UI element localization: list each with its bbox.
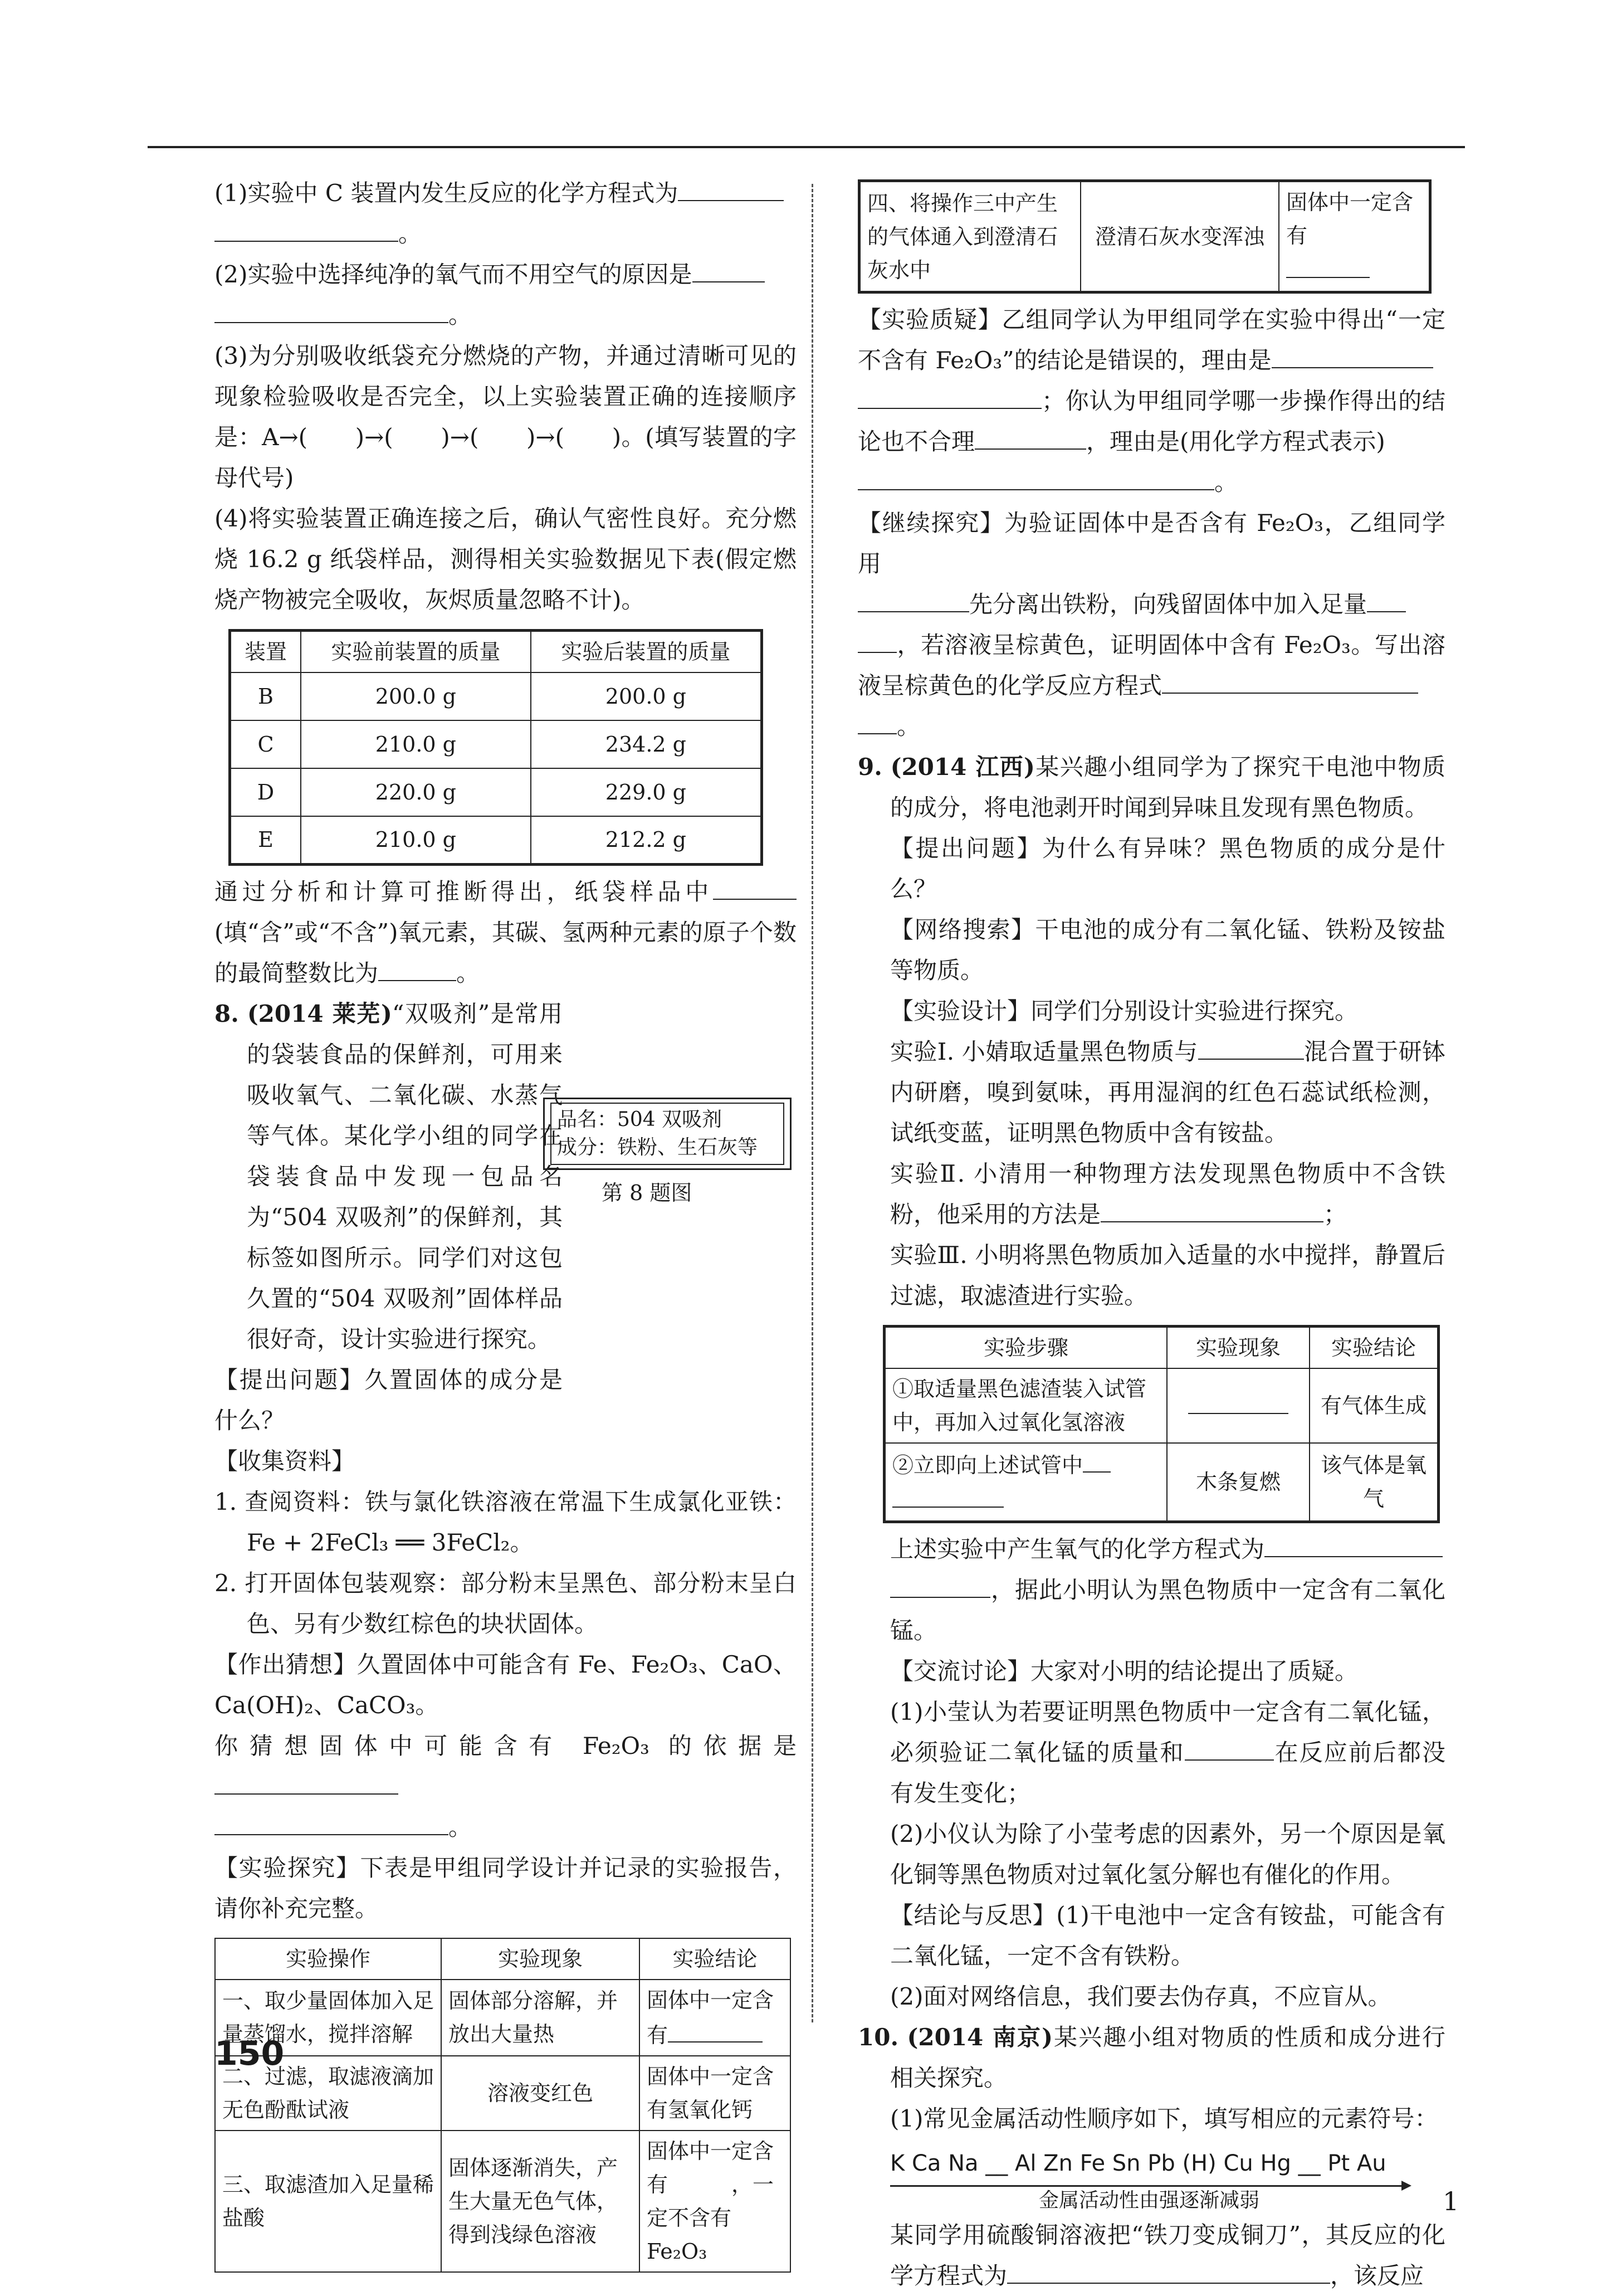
answer-blank[interactable] <box>378 956 456 981</box>
table-cell <box>639 1980 790 2056</box>
question-source: (2014 江西) <box>890 753 1035 781</box>
question-7-part3: (3)为分别吸收纸袋充分燃烧的产物，并通过清晰可见的现象检验吸收是否完全，以上实验装置正确的连接顺序是：A→( )→( )→( )→( )。(填写装置的字母代号) <box>214 342 797 491</box>
product-label-inner <box>550 1103 784 1165</box>
table-cell: 210.0 g <box>301 720 531 768</box>
answer-blank[interactable] <box>1264 1532 1443 1557</box>
cell-text: 固体中一定含有 <box>647 1987 774 2048</box>
answer-blank[interactable] <box>1272 343 1433 368</box>
experiment-text: 混合置于研钵内研磨，嗅到氨味，再用湿润的红色石蕊试纸检测，试纸变蓝，证明黑色物质中含有铵盐。 <box>890 1038 1445 1147</box>
answer-blank[interactable] <box>858 587 969 612</box>
table-cell: 三、取滤渣加入足量稀盐酸 <box>215 2131 441 2272</box>
table-header-row <box>215 1938 790 1980</box>
table-header-cell: 实验结论 <box>639 1938 790 1980</box>
table-row <box>230 768 762 816</box>
q7-part1-text: (1)实验中 C 装置内发生反应的化学方程式为 <box>214 179 678 207</box>
answer-blank[interactable] <box>858 709 897 734</box>
guess-question: 你猜想固体中可能含有 Fe₂O₃ 的依据是 。 <box>214 1732 797 1841</box>
discuss-1 <box>858 1691 1445 1814</box>
q10-part1: (1)常见金属活动性顺序如下，填写相应的元素符号： <box>890 2105 1438 2132</box>
table-row <box>230 720 762 768</box>
continue-text: ，若溶液呈棕黄色，证明固体中含有 Fe₂O₃。写出溶液呈棕黄色的化学反应方程式 <box>858 631 1445 699</box>
metal-activity-series <box>858 2143 1445 2215</box>
table-row <box>230 672 762 720</box>
q10-intro-text: 某兴趣小组对物质的性质和成分进行相关探究。 <box>890 2024 1445 2092</box>
question-7-part4: (4)将实验装置正确连接之后，确认气密性良好。充分燃烧 16.2 g 纸袋样品，测得相关实验数据见下表(假定燃烧产物被完全吸收，灰烬质量忽略不计)。 <box>214 505 797 613</box>
activity-caption: 金属活动性由强逐渐减弱 <box>1038 2189 1259 2212</box>
table-cell: 229.0 g <box>531 768 762 816</box>
discuss-2: (2)小仪认为除了小莹考虑的因素外，另一个原因是氧化铜等黑色物质对过氧化氢分解也有催化的作用。 <box>890 1820 1445 1888</box>
table-cell: 220.0 g <box>301 768 531 816</box>
answer-blank[interactable] <box>1162 668 1418 694</box>
left-column <box>214 173 797 2278</box>
product-label-figure <box>543 1098 792 1170</box>
guess-question-text: 你猜想固体中可能含有 Fe₂O₃ 的依据是 <box>214 1732 797 1759</box>
table-cell: 澄清石灰水变浑浊 <box>1081 181 1279 293</box>
explore: 【实验探究】下表是甲组同学设计并记录的实验报告，请你补充完整。 <box>214 1854 797 1922</box>
table-cell: D <box>230 768 301 816</box>
answer-blank[interactable] <box>668 2017 763 2042</box>
table-cell: 固体部分溶解，并放出大量热 <box>441 1980 639 2056</box>
column-divider <box>812 184 813 2022</box>
oxygen-equation <box>858 1529 1445 1651</box>
conclusion-2: (2)面对网络信息，我们要去伪存真，不应盲从。 <box>890 1983 1391 2010</box>
experiment-2: 实验Ⅱ. 小清用一种物理方法发现黑色物质中不含铁粉，他采用的方法是 ； <box>890 1160 1445 1228</box>
answer-blank[interactable] <box>892 1482 1004 1508</box>
equation-text: 上述实验中产生氧气的化学方程式为 <box>890 1535 1265 1563</box>
question-source: (2014 南京) <box>907 2024 1053 2051</box>
table-header-cell: 实验操作 <box>215 1938 441 1980</box>
question-number: 10. <box>858 2024 899 2051</box>
table-cell: 210.0 g <box>301 816 531 864</box>
answer-blank[interactable] <box>1007 2258 1330 2284</box>
label-line: 品名：504 双吸剂 <box>557 1108 722 1131</box>
answer-blank[interactable] <box>1083 1447 1111 1473</box>
right-column <box>858 179 1445 2296</box>
table-cell: 该气体是氧气 <box>1310 1443 1439 1522</box>
conclusion-text: (填“含”或“不含”)氧元素，其碳、氢两种元素的原子个数的最简整数比为 <box>214 918 797 987</box>
q9-design: 【实验设计】同学们分别设计实验进行探究。 <box>890 997 1359 1025</box>
table-cell: 有气体生成 <box>1310 1368 1439 1443</box>
table-cell: ①取适量黑色滤渣装入试管中，再加入过氧化氢溶液 <box>885 1368 1168 1443</box>
question-7-part1: (1)实验中 C 装置内发生反应的化学方程式为 。 <box>214 173 797 254</box>
table-cell: 212.2 g <box>531 816 762 864</box>
answer-blank[interactable] <box>975 424 1086 450</box>
answer-blank[interactable] <box>678 176 784 201</box>
q9-net: 【网络搜索】干电池的成分有二氧化锰、铁粉及铵盐等物质。 <box>890 916 1445 984</box>
answer-blank[interactable] <box>214 1769 398 1795</box>
table-header-cell: 实验后装置的质量 <box>531 631 762 673</box>
mass-data-table <box>228 629 763 866</box>
table-cell: 一、取少量固体加入足量蒸馏水，搅拌溶解 <box>215 1980 441 2056</box>
cell-text: ②立即向上述试管中 <box>892 1453 1083 1478</box>
answer-blank[interactable] <box>1198 1034 1304 1060</box>
table-row <box>215 2131 790 2272</box>
question-10-intro <box>858 2017 1445 2098</box>
doubt-text: ；你认为甲组同学哪一步操作得出的结论也不合理 <box>858 387 1445 455</box>
figure-caption: 第 8 题图 <box>602 1181 692 1205</box>
table-header-cell: 实验现象 <box>441 1938 639 1980</box>
table-header-cell: 实验结论 <box>1310 1327 1439 1369</box>
table-cell: 200.0 g <box>531 672 762 720</box>
conclusion-text: 通过分析和计算可推断得出，纸袋样品中 <box>214 878 713 905</box>
table-cell: 四、将操作三中产生的气体通入到澄清石灰水中 <box>859 181 1081 293</box>
answer-blank[interactable] <box>1367 587 1406 612</box>
table-cell: 固体中一定含有 ，一定不含有 Fe₂O₃ <box>639 2131 790 2272</box>
cell-text: 固体中一定含有 <box>1286 190 1414 248</box>
table-cell: E <box>230 816 301 864</box>
table-cell: 200.0 g <box>301 672 531 720</box>
conclusion-1: 【结论与反思】(1)干电池中一定含有铵盐，可能含有二氧化锰，一定不含有铁粉。 <box>890 1902 1445 1970</box>
table-header-cell: 装置 <box>230 631 301 673</box>
corner-page-number: 1 <box>1443 2186 1459 2216</box>
metal-series-text: K Ca Na __ Al Zn Fe Sn Pb (H) Cu Hg __ Pt Au <box>890 2151 1386 2176</box>
table-row <box>885 1443 1439 1522</box>
continue-text: 先分离出铁粉，向残留固体中加入足量 <box>969 591 1367 618</box>
q9-ask: 【提出问题】为什么有异味？黑色物质的成分是什么？ <box>890 835 1445 903</box>
activity-arrow <box>890 2185 1408 2187</box>
page-number: 150 <box>214 2034 285 2073</box>
discuss-text: 在反应前后都没有发生变化； <box>890 1739 1445 1807</box>
question-number: 9. <box>858 753 882 781</box>
experiment-text: 实验Ⅰ. 小婧取适量黑色物质与 <box>890 1038 1198 1065</box>
table-row <box>215 1980 790 2056</box>
table-cell: 二、过滤，取滤液滴加无色酚酞试液 <box>215 2056 441 2131</box>
table-row <box>230 816 762 864</box>
table-conclusion: 通过分析和计算可推断得出，纸袋样品中(填“含”或“不含”)氧元素，其碳、氢两种元素的原子个数的最简整数比为 。 <box>214 871 797 993</box>
answer-blank[interactable] <box>1185 1735 1274 1761</box>
table-cell: 固体中一定含有氢氧化钙 <box>639 2056 790 2131</box>
continue-explore: 【继续探究】为验证固体中是否含有 Fe₂O₃，乙组同学用 先分离出铁粉，向残留固体中加入足量 ，若溶液呈棕黄色，证明固体中含有 Fe₂O₃。写出溶液呈棕黄色的化学反应方程式 。 <box>858 509 1445 740</box>
answer-blank[interactable] <box>890 1572 990 1598</box>
question-source: (2014 莱芜) <box>247 1000 392 1027</box>
table-cell: 木条复燃 <box>1167 1443 1310 1522</box>
experiment-1 <box>858 1031 1445 1153</box>
discuss: 【交流讨论】大家对小明的结论提出了质疑。 <box>890 1658 1359 1685</box>
q10-text: 某同学用硫酸铜溶液把“铁刀变成铜刀”，其反应的化学方程式为 <box>890 2221 1445 2289</box>
experiment-text: 实验Ⅱ. 小清用一种物理方法发现黑色物质中不含铁粉，他采用的方法是 <box>890 1160 1445 1228</box>
doubt: 【实验质疑】乙组同学认为甲组同学在实验中得出“一定不含有 Fe₂O₃”的结论是错误的，理由是 ；你认为甲组同学哪一步操作得出的结论也不合理 ，理由是(用化学方程式表示) 。 <box>858 306 1445 496</box>
header-rule <box>148 146 1465 148</box>
experiment-report-table <box>214 1938 791 2273</box>
collect-heading: 【收集资料】 <box>214 1447 355 1475</box>
collect-item-2: 2. 打开固体包装观察：部分粉末呈黑色、部分粉末呈白色、另有少数红棕色的块状固体。 <box>214 1569 797 1637</box>
table-row <box>859 181 1430 293</box>
question-number: 8. <box>214 1000 239 1027</box>
table-cell <box>1167 1368 1310 1443</box>
q7-part2-text: (2)实验中选择纯净的氧气而不用空气的原因是 <box>214 261 692 288</box>
doubt-text: ，理由是(用化学方程式表示) <box>1086 428 1385 455</box>
doubt-text: 【实验质疑】乙组同学认为甲组同学在实验中得出“一定不含有 Fe₂O₃”的结论是错误的，理由是 <box>858 306 1445 374</box>
table-header-cell: 实验现象 <box>1167 1327 1310 1369</box>
table-cell <box>885 1443 1168 1522</box>
answer-blank[interactable] <box>1101 1197 1323 1222</box>
question-9-intro <box>858 747 1445 828</box>
table-header-row <box>230 631 762 673</box>
experiment-3: 实验Ⅲ. 小明将黑色物质加入适量的水中搅拌，静置后过滤，取滤渣进行实验。 <box>890 1241 1445 1309</box>
q10-text: ，该反应 <box>1330 2262 1424 2289</box>
continue-text: 【继续探究】为验证固体中是否含有 Fe₂O₃，乙组同学用 <box>858 509 1445 577</box>
question-8-intro <box>214 993 797 1359</box>
answer-blank[interactable] <box>713 874 797 900</box>
answer-blank[interactable] <box>1188 1388 1288 1414</box>
discuss-text: (1)小莹认为若要证明黑色物质中一定含有二氧化锰，必须验证二氧化锰的质量和 <box>890 1698 1445 1766</box>
experiment-report-table-continued <box>858 179 1432 294</box>
answer-blank[interactable] <box>858 465 1214 490</box>
answer-blank[interactable] <box>214 298 448 323</box>
q9-intro-text: 某兴趣小组同学为了探究干电池中物质的成分，将电池剥开时闻到异味且发现有黑色物质。 <box>890 753 1445 821</box>
table-cell: 234.2 g <box>531 720 762 768</box>
table-cell: C <box>230 720 301 768</box>
question-7-part2: (2)实验中选择纯净的氧气而不用空气的原因是 。 <box>214 254 797 335</box>
answer-blank[interactable] <box>858 383 1042 409</box>
table-header-cell: 实验前装置的质量 <box>301 631 531 673</box>
battery-experiment-table <box>883 1325 1440 1523</box>
table-cell: 溶液变红色 <box>441 2056 639 2131</box>
q10-part2 <box>858 2215 1445 2296</box>
table-cell <box>1279 181 1430 293</box>
equation-text: ，据此小明认为黑色物质中一定含有二氧化锰。 <box>890 1576 1445 1644</box>
table-row <box>215 2056 790 2131</box>
answer-blank[interactable] <box>214 1810 448 1835</box>
answer-blank[interactable] <box>858 627 897 653</box>
answer-blank[interactable] <box>692 257 765 282</box>
answer-blank[interactable] <box>214 216 398 242</box>
collect-item-1: 1. 查阅资料：铁与氯化铁溶液在常温下生成氯化亚铁：Fe + 2FeCl₃ ══ 3FeCl₂。 <box>214 1488 797 1556</box>
q8-intro-text: “双吸剂”是常用的袋装食品的保鲜剂，可用来吸收氧气、二氧化碳、水蒸气等气体。某化学小组的同学在袋装食品中发现一包品名为“504 双吸剂”的保鲜剂，其标签如图所示。同学们对这包久置的“504 双吸剂”固体样品很好奇，设计实验进行探究。 <box>247 1000 563 1353</box>
table-cell: 固体逐渐消失，产生大量无色气体，得到浅绿色溶液 <box>441 2131 639 2272</box>
answer-blank[interactable] <box>1286 252 1370 278</box>
ask-question: 【提出问题】久置固体的成分是什么？ <box>214 1366 563 1434</box>
table-header-cell: 实验步骤 <box>885 1327 1168 1369</box>
table-row <box>885 1368 1439 1443</box>
guess: 【作出猜想】久置固体中可能含有 Fe、Fe₂O₃、CaO、Ca(OH)₂、CaCO₃。 <box>214 1650 797 1719</box>
label-line: 成分：铁粉、生石灰等 <box>557 1136 758 1159</box>
table-cell: B <box>230 672 301 720</box>
table-header-row <box>885 1327 1439 1369</box>
